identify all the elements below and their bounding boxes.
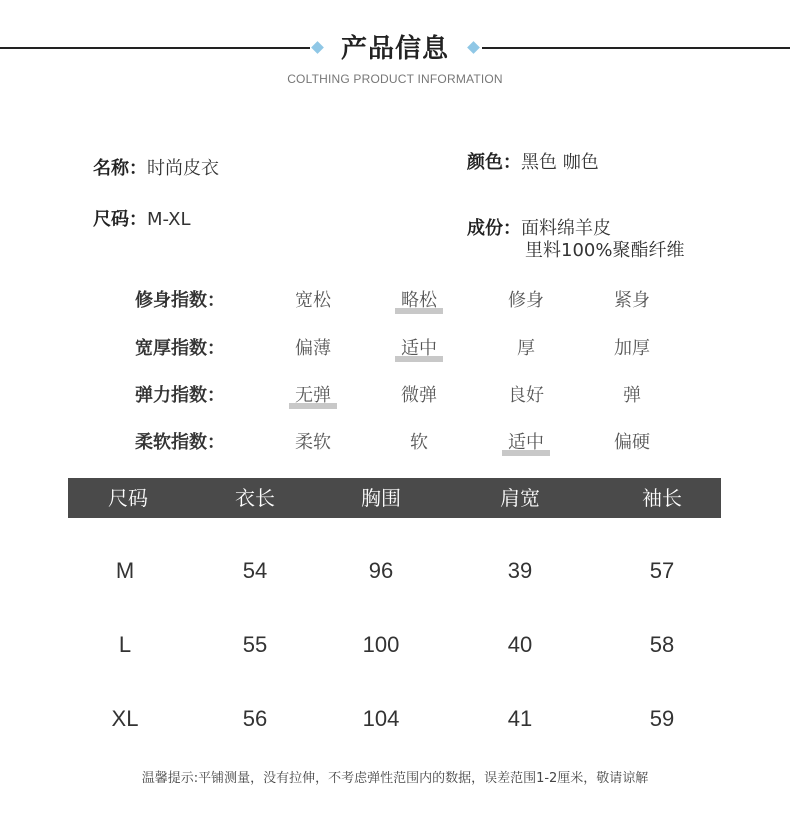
size-table-header-cell: 袖长: [642, 486, 682, 510]
info-material-label: 成份：: [467, 218, 521, 239]
index-option-text: 加厚: [614, 338, 650, 359]
info-color-label: 颜色：: [467, 152, 521, 173]
size-table-cell: 104: [362, 706, 400, 731]
info-material-line1: 面料绵羊皮: [521, 218, 611, 239]
info-color-value: 黑色 咖色: [521, 152, 599, 173]
size-table-header-cell: 衣长: [235, 486, 275, 510]
info-name: [93, 154, 219, 180]
size-table-cell: 40: [507, 632, 533, 657]
measurement-note: 温馨提示:平铺测量，没有拉伸，不考虑弹性范围内的数据，误差范围1-2厘米，敬请谅解: [141, 771, 649, 786]
index-option: [379, 428, 459, 454]
size-table-cell: 57: [649, 558, 675, 583]
index-option-text: 宽松: [295, 290, 331, 311]
page-title: 产品信息: [340, 34, 449, 64]
header-line-right: [482, 47, 790, 49]
info-name-value: 时尚皮衣: [147, 158, 219, 179]
index-option-text: 适中: [395, 334, 443, 360]
index-option-selected: [486, 428, 566, 454]
info-size-value: M-XL: [147, 209, 191, 230]
index-option: [592, 428, 672, 454]
size-table-cell: XL: [111, 706, 139, 731]
index-label: 宽厚指数：: [135, 338, 225, 359]
page-subtitle: COLTHING PRODUCT INFORMATION: [287, 72, 503, 86]
index-option-text: 厚: [517, 338, 535, 359]
index-option: [486, 286, 566, 312]
size-table-header: [68, 478, 721, 518]
index-option: [592, 286, 672, 312]
info-color: [467, 148, 599, 174]
size-table-cell: 54: [242, 558, 268, 583]
index-option-text: 无弹: [289, 381, 337, 407]
index-option-text: 软: [410, 432, 428, 453]
size-table-cell: M: [115, 558, 135, 583]
index-option: [379, 381, 459, 407]
index-option: [273, 428, 353, 454]
size-table-header-cell: 胸围: [361, 486, 401, 510]
index-option-selected: [379, 334, 459, 360]
index-label: 柔软指数：: [135, 432, 225, 453]
size-table-cell: 59: [649, 706, 675, 731]
index-option: [592, 334, 672, 360]
size-table-cell: 100: [362, 632, 400, 657]
info-material-line2-value: 里料100%聚酯纤维: [525, 240, 685, 261]
index-label: 修身指数：: [135, 290, 225, 311]
index-option: [486, 334, 566, 360]
size-table-cell: 39: [507, 558, 533, 583]
size-table-cell: 58: [649, 632, 675, 657]
info-size: [93, 205, 191, 231]
index-option-text: 适中: [502, 428, 550, 454]
index-option: [486, 381, 566, 407]
index-option-text: 修身: [508, 290, 544, 311]
info-name-label: 名称：: [93, 158, 147, 179]
index-option-text: 偏薄: [295, 338, 331, 359]
size-table-cell: 56: [242, 706, 268, 731]
index-label: 弹力指数：: [135, 385, 225, 406]
index-option-text: 略松: [395, 286, 443, 312]
info-size-label: 尺码：: [93, 209, 147, 230]
index-option: [592, 381, 672, 407]
size-table-cell: L: [118, 632, 132, 657]
info-material-line2: [525, 236, 684, 262]
index-option: [273, 286, 353, 312]
size-table-cell: 96: [368, 558, 394, 583]
size-table-cell: 41: [507, 706, 533, 731]
index-option-text: 良好: [508, 385, 544, 406]
index-option-text: 微弹: [401, 385, 437, 406]
size-table-cell: 55: [242, 632, 268, 657]
index-option-text: 紧身: [614, 290, 650, 311]
size-table-header-cell: 肩宽: [500, 486, 540, 510]
index-option-text: 柔软: [295, 432, 331, 453]
index-option: [273, 334, 353, 360]
index-option-selected: [273, 381, 353, 407]
size-table-header-cell: 尺码: [108, 486, 148, 510]
index-option-selected: [379, 286, 459, 312]
index-option-text: 偏硬: [614, 432, 650, 453]
index-option-text: 弹: [623, 385, 641, 406]
